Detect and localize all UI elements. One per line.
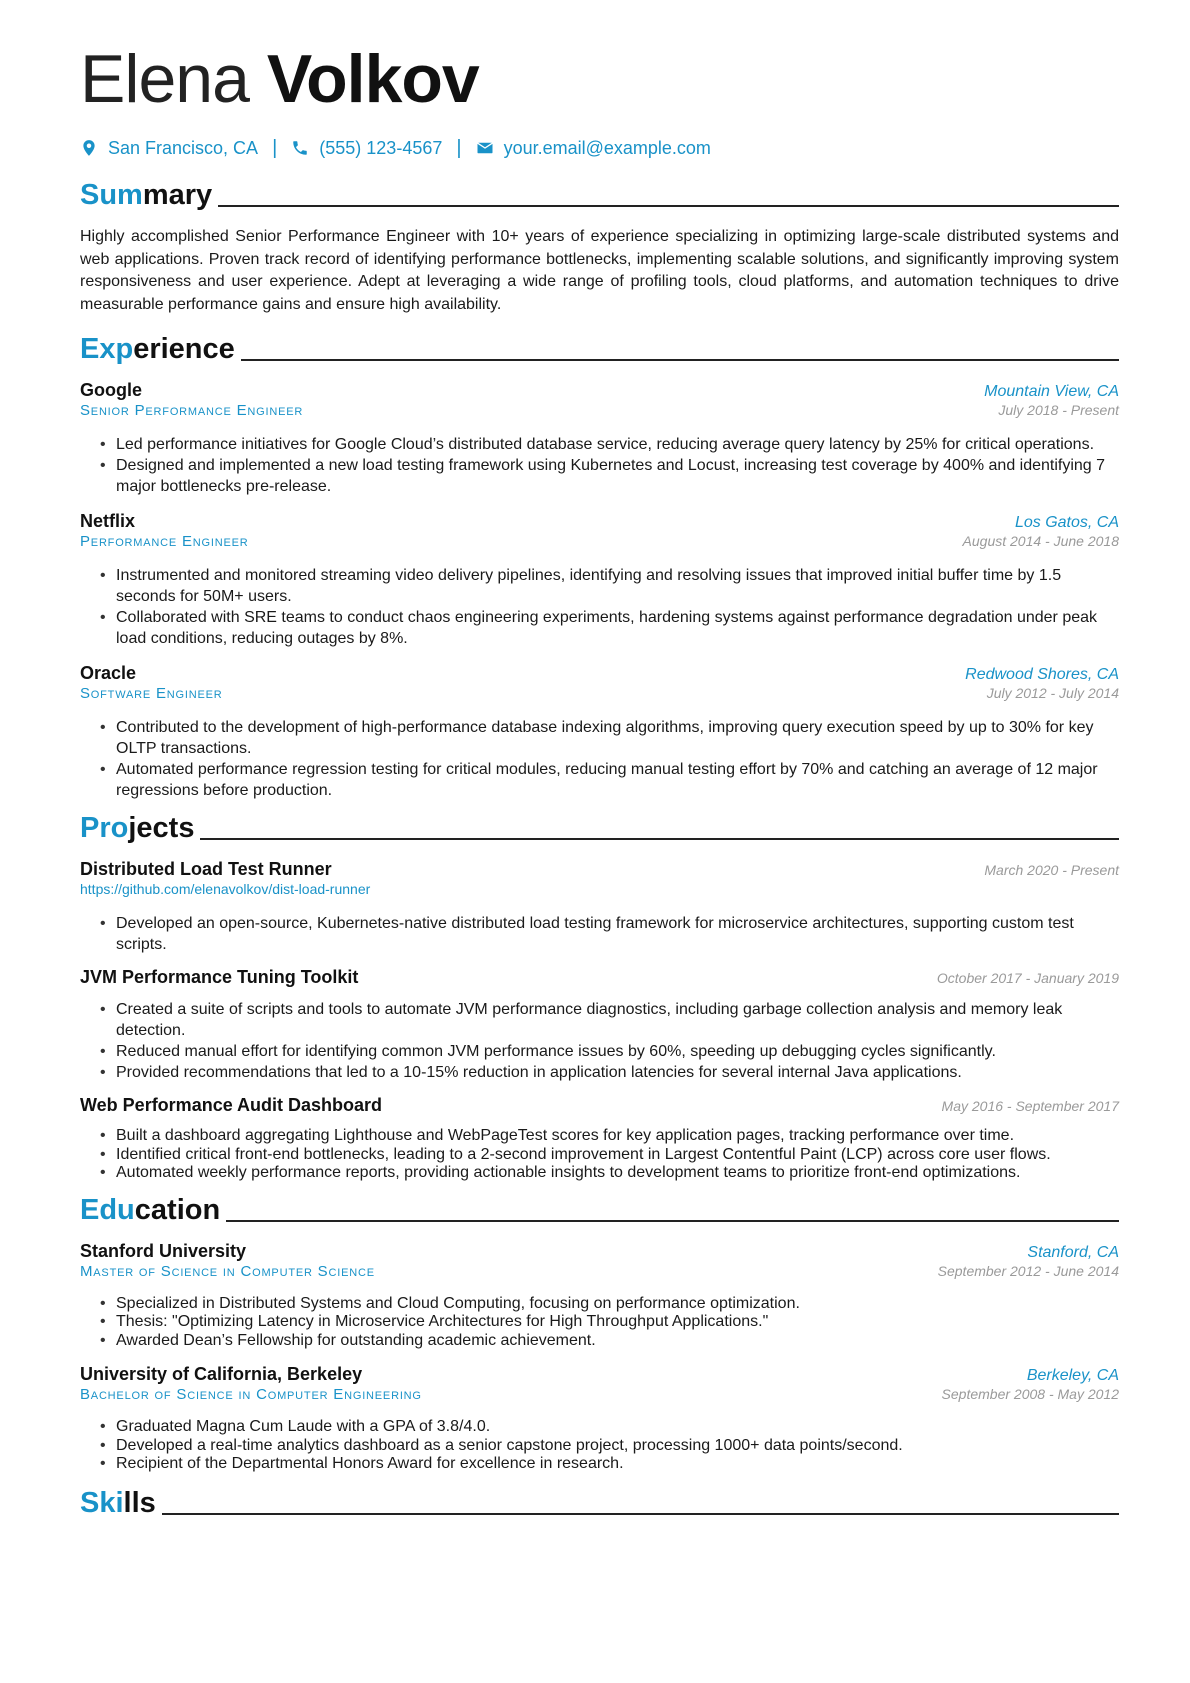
list-item: • Led performance initiatives for Google Cloud’s distributed database service, reducing average query latency by 25% for critical operations. [116,434,1119,455]
location-text: San Francisco, CA [108,137,259,158]
school-name: University of California, Berkeley [80,1364,363,1384]
project-dates: October 2017 - January 2019 [936,970,1119,986]
list-item: • Recipient of the Departmental Honors Award for excellence in research. [116,1455,1119,1474]
list-item: • Specialized in Distributed Systems and Cloud Computing, focusing on performance optimization. [116,1295,1119,1314]
list-item: • Provided recommendations that led to a 10-15% reduction in application latencies for several internal Java applications. [116,1062,1119,1083]
list-item: • Graduated Magna Cum Laude with a GPA of 3.8/4.0. [116,1418,1119,1437]
experience-entry-netflix [80,511,1119,649]
job-title: Software Engineer [80,685,223,702]
job-dates: July 2018 - Present [998,402,1119,418]
job-dates: July 2012 - July 2014 [986,685,1119,701]
candidate-name [80,0,1119,118]
job-title: Performance Engineer [80,533,249,550]
company-name: Google [80,380,142,400]
experience-entry-oracle [80,663,1119,801]
education-entry [80,1241,1119,1351]
bullet-list [80,1295,1119,1351]
contact-location [80,138,258,159]
section-rule [226,1220,1119,1222]
last-name: Volkov [266,41,479,117]
project-link[interactable]: https://github.com/elenavolkov/dist-load-runner [80,881,371,897]
project-entry [80,859,1119,955]
list-item: • Contributed to the development of high-performance database indexing algorithms, improving query execution speed by up to 30% for key OLTP transactions. [116,717,1119,759]
list-item: • Developed a real-time analytics dashboard as a senior capstone project, processing 1000+ data points/second. [116,1437,1119,1456]
list-item: • Designed and implemented a new load testing framework using Kubernetes and Locust, increasing test coverage by 400% and identifying 7 major bottlenecks pre-release. [116,455,1119,497]
project-name: Distributed Load Test Runner [80,859,332,879]
school-name: Stanford University [80,1240,247,1261]
list-item: • Awarded Dean’s Fellowship for outstanding academic achievement. [116,1332,1119,1351]
list-item: • Collaborated with SRE teams to conduct chaos engineering experiments, hardening systems against performance degradation under peak load conditions, reducing outages by 8%. [116,607,1119,649]
list-item: • Instrumented and monitored streaming video delivery pipelines, identifying and resolving issues that improved initial buffer time by 1.5 seconds for 50M+ users. [116,565,1119,607]
bullet-list [80,913,1119,955]
list-item: • Built a dashboard aggregating Lighthouse and WebPageTest scores for key application pages, tracking performance over time. [116,1127,1119,1146]
contact-phone[interactable] [291,138,442,159]
degree-name: Master of Science in Computer Science [80,1262,375,1280]
list-item: • Identified critical front-end bottlenecks, leading to a 2-second improvement in Largest Contentful Paint (LCP) across core user flows. [116,1146,1119,1165]
job-location: Los Gatos, CA [1014,514,1119,531]
education-dates: September 2008 - May 2012 [941,1386,1119,1402]
resume-page [80,0,1119,1520]
bullet-list [80,434,1119,497]
first-name: Elena [80,41,249,117]
education-dates: September 2012 - June 2014 [937,1262,1119,1279]
section-rule [218,205,1119,207]
job-location: Redwood Shores, CA [965,666,1119,683]
section-title-education: Education [80,1189,1119,1227]
section-title-summary: Summary [80,174,1119,212]
contact-email[interactable] [476,138,711,159]
experience-entry-google [80,380,1119,497]
job-dates: August 2014 - June 2018 [962,533,1119,549]
bullet-list [80,1418,1119,1474]
phone-text: (555) 123-4567 [319,137,443,158]
job-title: Senior Performance Engineer [80,402,304,419]
list-item: • Developed an open-source, Kubernetes-native distributed load testing framework for microservice architectures, supporting custom test scripts. [116,913,1119,955]
list-item: • Reduced manual effort for identifying common JVM performance issues by 60%, speeding up debugging cycles significantly. [116,1041,1119,1062]
contact-separator: | [456,136,462,159]
company-name: Netflix [80,511,136,531]
envelope-icon [476,139,494,157]
list-item: • Automated performance regression testing for critical modules, reducing manual testing effort by 70% and catching an average of 12 major regressions before production. [116,759,1119,801]
list-item: • Created a suite of scripts and tools to automate JVM performance diagnostics, including garbage collection analysis and memory leak detection. [116,999,1119,1041]
section-title-projects: Projects [80,807,1119,845]
bullet-list [80,999,1119,1083]
list-item: • Automated weekly performance reports, providing actionable insights to development teams to prioritize front-end optimizations. [116,1164,1119,1183]
project-name: Web Performance Audit Dashboard [80,1095,383,1115]
section-rule [200,838,1119,840]
contact-line [80,132,1119,164]
company-name: Oracle [80,663,137,683]
project-entry [80,967,1119,1083]
contact-separator: | [272,136,278,159]
list-item: • Thesis: "Optimizing Latency in Microservice Architectures for High Throughput Applications." [116,1313,1119,1332]
email-text: your.email@example.com [503,137,711,158]
school-location: Stanford, CA [1027,1243,1119,1261]
project-entry [80,1095,1119,1183]
bullet-list [80,1127,1119,1183]
map-marker-icon [80,139,98,157]
section-title-skills: Skills [80,1482,1119,1520]
section-rule [241,359,1119,361]
phone-icon [291,139,309,157]
project-dates: May 2016 - September 2017 [941,1098,1119,1114]
job-location: Mountain View, CA [984,383,1119,400]
degree-name: Bachelor of Science in Computer Engineering [80,1386,422,1403]
education-entry [80,1364,1119,1474]
project-name: JVM Performance Tuning Toolkit [80,967,359,987]
bullet-list [80,565,1119,649]
project-dates: March 2020 - Present [984,862,1119,878]
summary-text: Highly accomplished Senior Performance Engineer with 10+ years of experience specializing in optimizing large-scale distributed systems and web applications. Proven track record of identifying performance bottlenecks, implementing scalable solutions, and significantly improving system responsiveness and user experience. Adept at leveraging a wide range of profiling tools, cloud platforms, and automation techniques to drive measurable performance gains and ensure high availability. [80,228,1119,313]
bullet-list [80,717,1119,801]
section-rule [162,1513,1119,1515]
school-location: Berkeley, CA [1026,1367,1119,1384]
section-title-experience: Experience [80,328,1119,366]
